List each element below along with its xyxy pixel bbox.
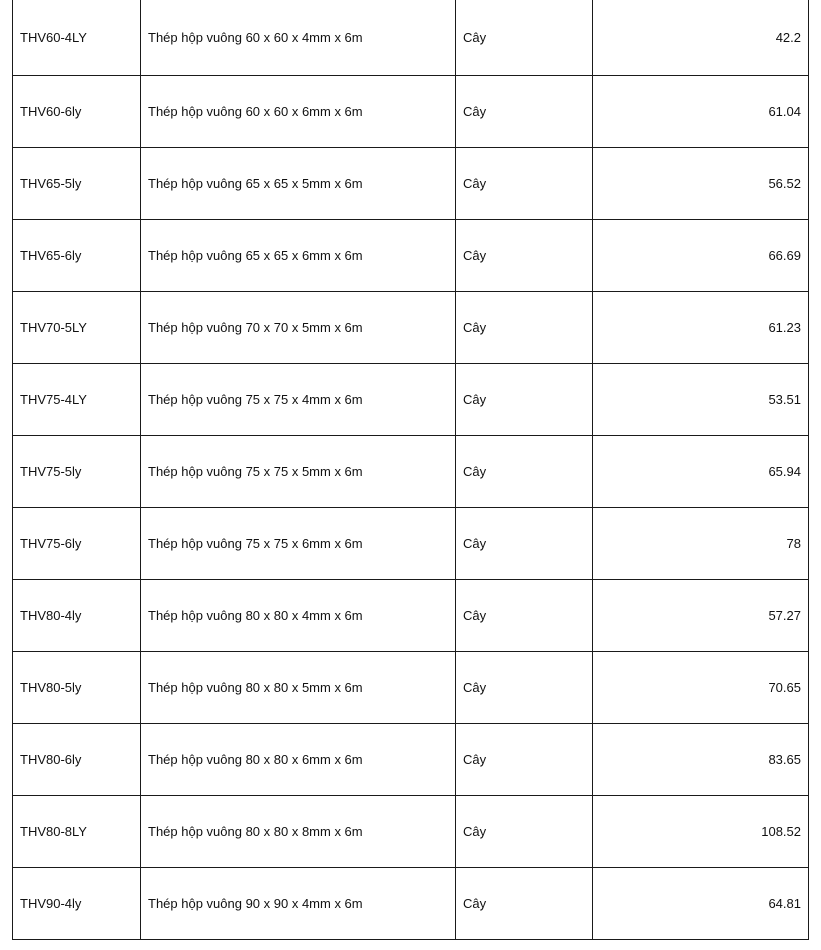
unit-cell: Cây xyxy=(456,220,593,292)
product-name-cell: Thép hộp vuông 80 x 80 x 5mm x 6m xyxy=(141,652,456,724)
product-code-cell: THV70-5LY xyxy=(13,292,141,364)
weight-cell: 56.52 xyxy=(593,148,809,220)
unit-cell: Cây xyxy=(456,364,593,436)
product-name-cell: Thép hộp vuông 65 x 65 x 5mm x 6m xyxy=(141,148,456,220)
unit-cell: Cây xyxy=(456,508,593,580)
product-code-cell: THV75-5ly xyxy=(13,436,141,508)
unit-cell: Cây xyxy=(456,796,593,868)
weight-cell: 65.94 xyxy=(593,436,809,508)
table-row xyxy=(13,364,809,436)
table-row xyxy=(13,580,809,652)
weight-cell: 42.2 xyxy=(593,0,809,76)
unit-cell: Cây xyxy=(456,292,593,364)
table-row xyxy=(13,148,809,220)
product-name-cell: Thép hộp vuông 75 x 75 x 6mm x 6m xyxy=(141,508,456,580)
weight-cell: 61.04 xyxy=(593,76,809,148)
product-code-cell: THV65-5ly xyxy=(13,148,141,220)
weight-cell: 53.51 xyxy=(593,364,809,436)
weight-cell: 61.23 xyxy=(593,292,809,364)
table-row xyxy=(13,868,809,940)
unit-cell: Cây xyxy=(456,436,593,508)
product-name-cell: Thép hộp vuông 75 x 75 x 4mm x 6m xyxy=(141,364,456,436)
table-row xyxy=(13,724,809,796)
product-name-cell: Thép hộp vuông 80 x 80 x 4mm x 6m xyxy=(141,580,456,652)
product-name-cell: Thép hộp vuông 90 x 90 x 4mm x 6m xyxy=(141,868,456,940)
product-code-cell: THV75-4LY xyxy=(13,364,141,436)
product-code-cell: THV60-4LY xyxy=(13,0,141,76)
unit-cell: Cây xyxy=(456,868,593,940)
product-code-cell: THV80-8LY xyxy=(13,796,141,868)
weight-cell: 70.65 xyxy=(593,652,809,724)
table-row xyxy=(13,76,809,148)
table-row xyxy=(13,0,809,76)
weight-cell: 57.27 xyxy=(593,580,809,652)
table-row xyxy=(13,796,809,868)
product-name-cell: Thép hộp vuông 60 x 60 x 4mm x 6m xyxy=(141,0,456,76)
weight-cell: 64.81 xyxy=(593,868,809,940)
unit-cell: Cây xyxy=(456,580,593,652)
product-table-container xyxy=(12,0,808,941)
product-code-cell: THV60-6ly xyxy=(13,76,141,148)
table-row xyxy=(13,508,809,580)
weight-cell: 83.65 xyxy=(593,724,809,796)
unit-cell: Cây xyxy=(456,724,593,796)
unit-cell: Cây xyxy=(456,76,593,148)
unit-cell: Cây xyxy=(456,652,593,724)
weight-cell: 108.52 xyxy=(593,796,809,868)
table-row xyxy=(13,292,809,364)
weight-cell: 78 xyxy=(593,508,809,580)
product-table xyxy=(12,0,809,940)
table-row xyxy=(13,220,809,292)
product-name-cell: Thép hộp vuông 65 x 65 x 6mm x 6m xyxy=(141,220,456,292)
product-name-cell: Thép hộp vuông 75 x 75 x 5mm x 6m xyxy=(141,436,456,508)
product-name-cell: Thép hộp vuông 70 x 70 x 5mm x 6m xyxy=(141,292,456,364)
weight-cell: 66.69 xyxy=(593,220,809,292)
product-code-cell: THV90-4ly xyxy=(13,868,141,940)
product-code-cell: THV75-6ly xyxy=(13,508,141,580)
table-row xyxy=(13,652,809,724)
product-name-cell: Thép hộp vuông 60 x 60 x 6mm x 6m xyxy=(141,76,456,148)
product-code-cell: THV80-4ly xyxy=(13,580,141,652)
product-name-cell: Thép hộp vuông 80 x 80 x 6mm x 6m xyxy=(141,724,456,796)
unit-cell: Cây xyxy=(456,148,593,220)
product-name-cell: Thép hộp vuông 80 x 80 x 8mm x 6m xyxy=(141,796,456,868)
product-code-cell: THV80-6ly xyxy=(13,724,141,796)
product-code-cell: THV80-5ly xyxy=(13,652,141,724)
product-code-cell: THV65-6ly xyxy=(13,220,141,292)
unit-cell: Cây xyxy=(456,0,593,76)
table-row xyxy=(13,436,809,508)
